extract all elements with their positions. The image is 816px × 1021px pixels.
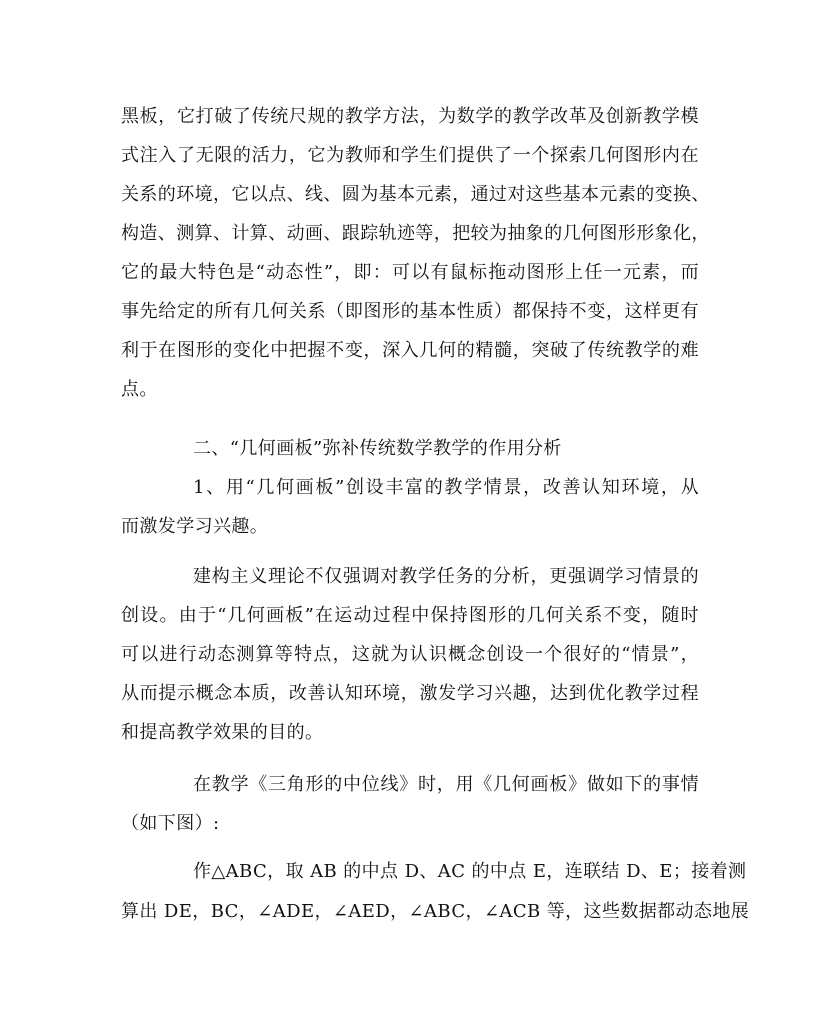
paragraph-line: 从而提示概念本质，改善认知环境，激发学习兴趣，达到优化教学过程 xyxy=(121,683,699,704)
paragraph-line: 事先给定的所有几何关系（即图形的基本性质）都保持不变，这样更有 xyxy=(121,301,699,322)
paragraph-line: 它的最大特色是“动态性”，即：可以有鼠标拖动图形上任一元素，而 xyxy=(121,262,699,283)
subsection-heading-line: 而激发学习兴趣。 xyxy=(121,516,269,537)
subsection-heading-line: 1、用“几何画板”创设丰富的教学情景，改善认知环境，从 xyxy=(193,477,699,498)
paragraph-line: 点。 xyxy=(121,379,158,400)
paragraph-line: 和提高教学效果的目的。 xyxy=(121,722,324,743)
paragraph-line: 构造、测算、计算、动画、跟踪轨迹等，把较为抽象的几何图形形象化， xyxy=(121,223,710,244)
paragraph-line: 建构主义理论不仅强调对教学任务的分析，更强调学习情景的 xyxy=(193,566,699,587)
paragraph-line: 式注入了无限的活力，它为教师和学生们提供了一个探索几何图形内在 xyxy=(121,145,699,166)
paragraph-line: 算出 DE，BC，∠ADE，∠AED，∠ABC，∠ACB 等，这些数据都动态地展 xyxy=(121,901,750,922)
section-heading: 二、“几何画板”弥补传统数学教学的作用分析 xyxy=(193,438,562,459)
paragraph-line: 可以进行动态测算等特点，这就为认识概念创设一个很好的“情景”， xyxy=(121,644,699,665)
paragraph-line: 利于在图形的变化中把握不变，深入几何的精髓，突破了传统教学的难 xyxy=(121,340,699,361)
paragraph-line: 作△ABC，取 AB 的中点 D、AC 的中点 E，连联结 D、E；接着测 xyxy=(193,861,747,882)
paragraph-line: （如下图）: xyxy=(121,813,220,834)
paragraph-line: 关系的环境，它以点、线、圆为基本元素，通过对这些基本元素的变换、 xyxy=(121,184,710,205)
paragraph-line: 创设。由于“几何画板”在运动过程中保持图形的几何关系不变，随时 xyxy=(121,605,699,626)
paragraph-line: 在教学《三角形的中位线》时，用《几何画板》做如下的事情 xyxy=(193,774,699,795)
paragraph-line: 黑板，它打破了传统尺规的教学方法，为数学的教学改革及创新教学模 xyxy=(121,106,699,127)
